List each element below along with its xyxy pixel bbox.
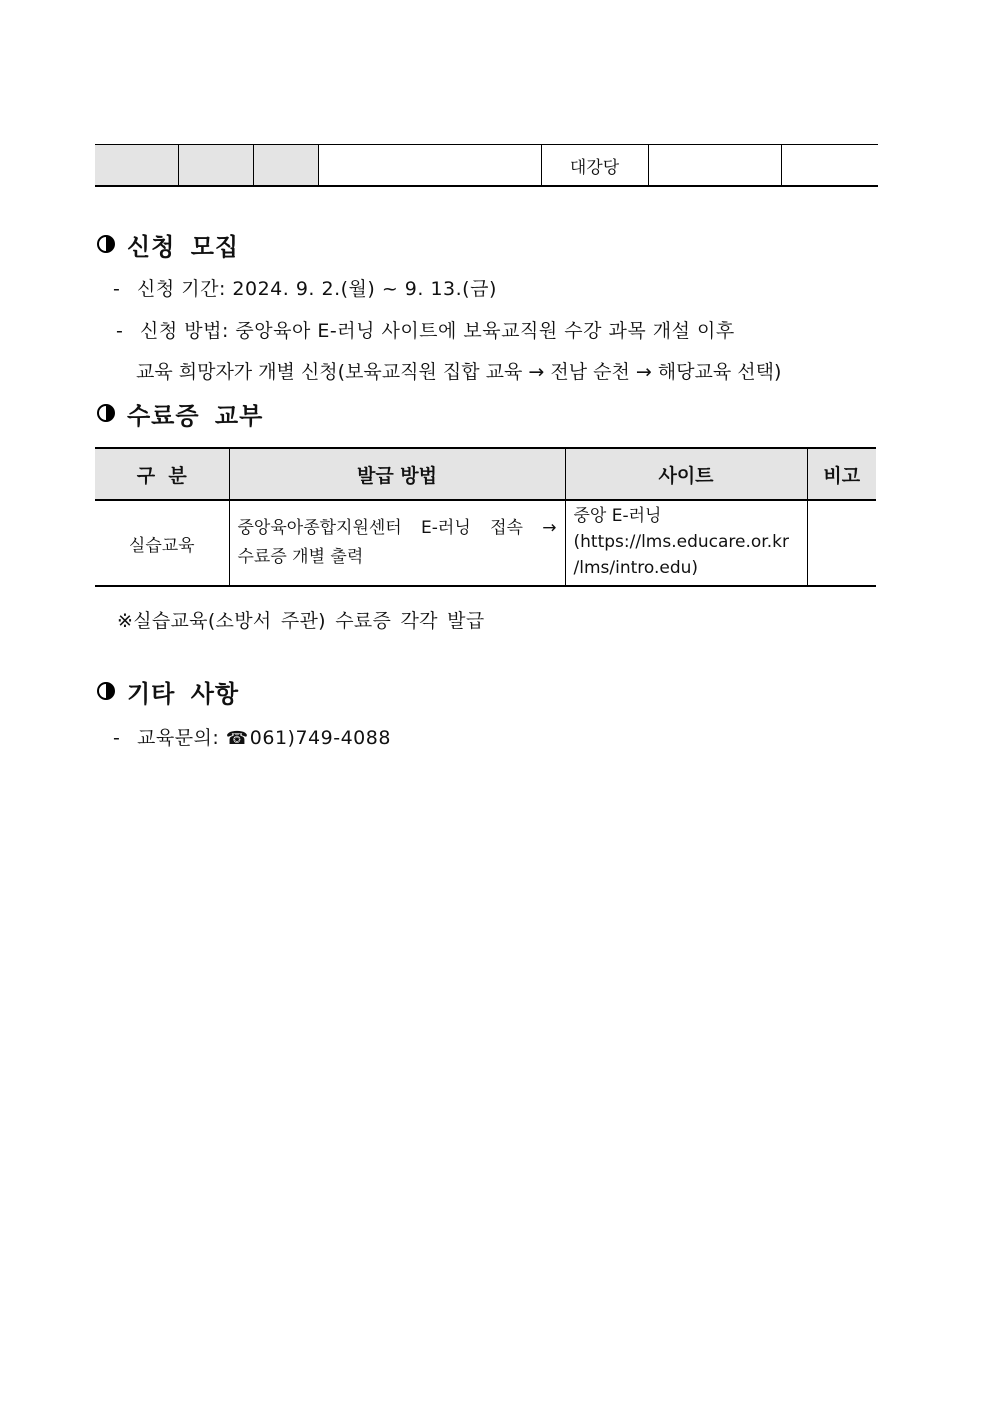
dash-bullet: - [113, 727, 121, 749]
dash-bullet: - [116, 320, 124, 342]
method-line-1: 중앙육아종합지원센터 E-러닝 접속 → [237, 518, 557, 538]
section-title: 기타 사항 [127, 679, 240, 708]
telephone-icon: ☎ [225, 728, 249, 749]
category-cell: 실습교육 [95, 500, 229, 586]
half-circle-bullet-icon [97, 404, 115, 422]
period-line [113, 274, 497, 301]
site-cell [565, 500, 807, 586]
phone-number: 061)749-4088 [249, 727, 391, 749]
half-circle-bullet-icon [97, 235, 115, 253]
contact-line [113, 723, 391, 750]
table-row [95, 145, 878, 187]
method-text-continued: 교육 희망자가 개별 신청(보육교직원 집합 교육 → 전남 순천 → 해당교육 선택) [136, 361, 782, 383]
section-heading-etc [97, 676, 239, 706]
period-text: 신청 기간: 2024. 9. 2.(월) ~ 9. 13.(금) [137, 278, 497, 300]
contact-label: 교육문의: [137, 727, 226, 749]
table-cell [178, 145, 253, 187]
header-category: 구 분 [95, 448, 229, 500]
site-name: 중앙 E-러닝 [573, 506, 662, 526]
header-site: 사이트 [565, 448, 807, 500]
venue-cell: 대강당 [541, 145, 648, 187]
table-cell [318, 145, 541, 187]
method-text: 신청 방법: 중앙육아 E-러닝 사이트에 보육교직원 수강 과목 개설 이후 [140, 320, 735, 342]
table-header-row [95, 448, 876, 500]
table-cell [95, 145, 178, 187]
table-cell [781, 145, 878, 187]
section-title: 수료증 교부 [127, 401, 264, 430]
note-cell [807, 500, 876, 586]
method-line [116, 316, 735, 343]
method-cell [229, 500, 565, 586]
method-line-continued [136, 357, 781, 384]
table-cell [253, 145, 318, 187]
site-url-part-1: (https://lms.educare.or.kr [573, 532, 789, 552]
half-circle-bullet-icon [97, 682, 115, 700]
site-url-part-2: /lms/intro.edu) [573, 558, 699, 578]
dash-bullet: - [113, 278, 121, 300]
certificate-footnote: ※실습교육(소방서 주관) 수료증 각각 발급 [117, 610, 485, 632]
table-row [95, 500, 876, 586]
header-note: 비고 [807, 448, 876, 500]
section-title: 신청 모집 [127, 232, 240, 261]
venue-table-fragment [95, 144, 878, 187]
certificate-table [95, 447, 876, 587]
section-heading-recruit [97, 229, 239, 259]
section-heading-certificate [97, 398, 263, 428]
header-method: 발급 방법 [229, 448, 565, 500]
table-cell [648, 145, 781, 187]
method-line-2: 수료증 개별 출력 [237, 547, 364, 567]
